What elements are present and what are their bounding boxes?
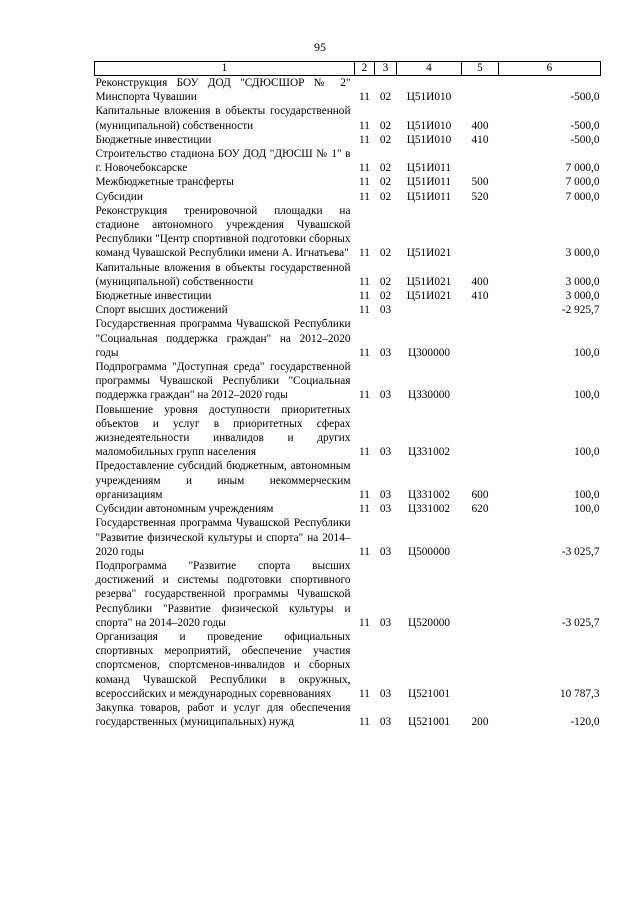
row-name-cell: Предоставление субсидий бюджетным, автономным учреждениям и иным некоммерческим организациям: [95, 460, 351, 501]
table-row: [95, 133, 601, 147]
row-target-article-cell: Ц330000: [407, 389, 451, 402]
table-row: [95, 261, 601, 289]
row-expense-type-cell: [462, 630, 499, 701]
row-expense-type-cell: 410: [471, 290, 489, 303]
table-row: [95, 289, 601, 303]
row-section-cell: 11: [359, 275, 370, 288]
header-col-5: 5: [462, 62, 499, 76]
header-col-6: 6: [499, 62, 601, 76]
row-subsection-cell: 02: [379, 247, 392, 260]
row-amount-cell: 100,0: [574, 446, 600, 459]
row-expense-type-cell: 410: [471, 133, 489, 146]
row-expense-type-cell: [462, 317, 499, 360]
row-amount-cell: 7 000,0: [565, 162, 600, 175]
row-name-cell: Реконструкция БОУ ДОД "СДЮСШОР № 2" Минспорта Чувашии: [95, 77, 351, 104]
row-subsection-cell: 03: [379, 304, 392, 317]
row-subsection-cell: 03: [379, 716, 392, 729]
row-expense-type-cell: 500: [471, 176, 489, 189]
row-expense-type-cell: [462, 204, 499, 261]
row-section-cell: 11: [359, 545, 370, 558]
row-target-article-cell: Ц331002: [407, 488, 451, 501]
row-name-cell: Государственная программа Чувашской Республики "Социальная поддержка граждан" на 2012–2020 годы: [95, 318, 351, 359]
row-section-cell: 11: [359, 190, 370, 203]
row-name-cell: Реконструкция тренировочной площадки на стадионе автономного учреждения Чувашской Республики "Центр спортивной подготовки сборных команд Чувашской Республики имени А. Игнатьева": [95, 204, 351, 260]
row-amount-cell: 3 000,0: [565, 290, 600, 303]
row-subsection-cell: 02: [379, 190, 392, 203]
row-amount-cell: -3 025,7: [561, 616, 600, 629]
row-expense-type-cell: [462, 559, 499, 630]
row-expense-type-cell: 600: [471, 488, 489, 501]
row-target-article-cell: Ц500000: [407, 545, 451, 558]
row-subsection-cell: 03: [379, 346, 392, 359]
row-section-cell: 11: [359, 488, 370, 501]
row-name-cell: Бюджетные инвестиции: [95, 133, 212, 146]
row-target-article-cell: Ц51И021: [406, 290, 452, 303]
row-amount-cell: 7 000,0: [565, 190, 600, 203]
table-row: [95, 459, 601, 502]
row-name-cell: Капитальные вложения в объекты государственной (муниципальной) собственности: [95, 261, 351, 288]
row-expense-type-cell: [462, 516, 499, 559]
page-number: 95: [314, 40, 326, 54]
row-name-cell: Субсидии: [95, 190, 143, 203]
row-section-cell: 11: [359, 91, 370, 104]
row-name-cell: Строительство стадиона БОУ ДОД "ДЮСШ № 1" в г. Новочебоксарске: [95, 148, 351, 175]
row-target-article-cell: Ц331002: [407, 503, 451, 516]
row-subsection-cell: 02: [379, 290, 392, 303]
row-amount-cell: 100,0: [574, 488, 600, 501]
row-amount-cell: 3 000,0: [565, 247, 600, 260]
table-row: [95, 175, 601, 189]
row-expense-type-cell: [462, 360, 499, 403]
row-amount-cell: -500,0: [570, 119, 600, 132]
table-row: [95, 630, 601, 701]
row-section-cell: 11: [359, 133, 370, 146]
row-target-article-cell: Ц51И010: [406, 119, 452, 132]
row-section-cell: 11: [359, 162, 370, 175]
row-name-cell: Организация и проведение официальных спортивных мероприятий, обеспечение участия спортсменов, спортсменов-инвалидов и сборных команд Чувашской Республики в окружных, всероссийских и международных соревнованиях: [95, 630, 351, 700]
table-header: [95, 62, 601, 76]
row-subsection-cell: 02: [379, 119, 392, 132]
table-row: [95, 204, 601, 261]
table-row: [95, 360, 601, 403]
row-subsection-cell: 02: [379, 133, 392, 146]
table-row: [95, 559, 601, 630]
row-target-article-cell: Ц521001: [407, 687, 451, 700]
row-target-article-cell: [397, 303, 462, 317]
row-expense-type-cell: 400: [471, 275, 489, 288]
row-subsection-cell: 03: [379, 503, 392, 516]
row-subsection-cell: 03: [379, 389, 392, 402]
row-target-article-cell: Ц520000: [407, 616, 451, 629]
row-subsection-cell: 02: [379, 91, 392, 104]
row-expense-type-cell: [462, 403, 499, 460]
row-amount-cell: 3 000,0: [565, 275, 600, 288]
row-subsection-cell: 02: [379, 176, 392, 189]
row-section-cell: 11: [359, 389, 370, 402]
header-col-3: 3: [375, 62, 397, 76]
row-target-article-cell: Ц51И021: [406, 247, 452, 260]
row-subsection-cell: 03: [379, 616, 392, 629]
row-name-cell: Межбюджетные трансферты: [95, 176, 234, 189]
row-name-cell: Закупка товаров, работ и услуг для обеспечения государственных (муниципальных) нужд: [95, 701, 351, 729]
row-target-article-cell: Ц521001: [407, 716, 451, 729]
row-subsection-cell: 03: [379, 545, 392, 558]
row-expense-type-cell: 400: [471, 119, 489, 132]
row-expense-type-cell: 520: [471, 190, 489, 203]
table-row: [95, 104, 601, 132]
row-expense-type-cell: 200: [471, 716, 489, 729]
row-name-cell: Капитальные вложения в объекты государственной (муниципальной) собственности: [95, 105, 351, 132]
row-section-cell: 11: [359, 687, 370, 700]
budget-table: [94, 61, 601, 729]
row-name-cell: Спорт высших достижений: [95, 304, 228, 317]
row-target-article-cell: Ц331002: [407, 446, 451, 459]
row-subsection-cell: 02: [379, 275, 392, 288]
row-expense-type-cell: [462, 76, 499, 105]
row-name-cell: Подпрограмма "Развитие спорта высших достижений и системы подготовки спортивного резерва" государственной программы Чувашской Республики "Развитие физической культуры и спорта" на 2014–2020 годы: [95, 559, 351, 629]
row-name-cell: Государственная программа Чувашской Республики "Развитие физической культуры и спорта" на 2014–2020 годы: [95, 517, 351, 558]
row-section-cell: 11: [359, 446, 370, 459]
row-section-cell: 11: [359, 616, 370, 629]
row-section-cell: 11: [359, 716, 370, 729]
row-amount-cell: -120,0: [570, 716, 600, 729]
table-row: [95, 303, 601, 317]
row-subsection-cell: 02: [379, 162, 392, 175]
row-amount-cell: 100,0: [574, 503, 600, 516]
row-target-article-cell: Ц51И010: [406, 91, 452, 104]
row-target-article-cell: Ц51И011: [406, 176, 452, 189]
row-subsection-cell: 03: [379, 687, 392, 700]
row-name-cell: Бюджетные инвестиции: [95, 290, 212, 303]
row-subsection-cell: 03: [379, 488, 392, 501]
row-section-cell: 11: [359, 304, 370, 317]
row-name-cell: Повышение уровня доступности приоритетных объектов и услуг в приоритетных сферах жизнедеятельности инвалидов и других маломобильных групп населения: [95, 403, 351, 459]
table-body: [95, 76, 601, 730]
row-section-cell: 11: [359, 290, 370, 303]
row-target-article-cell: Ц51И021: [406, 275, 452, 288]
row-expense-type-cell: [462, 147, 499, 175]
table-row: [95, 147, 601, 175]
table-row: [95, 76, 601, 105]
row-target-article-cell: Ц51И010: [406, 133, 452, 146]
row-section-cell: 11: [359, 119, 370, 132]
row-amount-cell: 100,0: [574, 389, 600, 402]
table-row: [95, 317, 601, 360]
row-amount-cell: 100,0: [574, 346, 600, 359]
row-amount-cell: 10 787,3: [559, 687, 600, 700]
row-amount-cell: -3 025,7: [561, 545, 600, 558]
row-section-cell: 11: [359, 503, 370, 516]
row-amount-cell: -500,0: [570, 133, 600, 146]
row-section-cell: 11: [359, 247, 370, 260]
row-target-article-cell: Ц300000: [407, 346, 451, 359]
table-row: [95, 190, 601, 204]
header-col-2: 2: [355, 62, 375, 76]
row-section-cell: 11: [359, 176, 370, 189]
row-target-article-cell: Ц51И011: [406, 190, 452, 203]
table-row: [95, 701, 601, 729]
row-expense-type-cell: 620: [471, 503, 489, 516]
header-col-1: 1: [95, 62, 355, 76]
row-name-cell: Субсидии автономным учреждениям: [95, 503, 274, 516]
table-row: [95, 403, 601, 460]
row-subsection-cell: 03: [379, 446, 392, 459]
table-row: [95, 502, 601, 516]
row-target-article-cell: Ц51И011: [406, 162, 452, 175]
row-section-cell: 11: [359, 346, 370, 359]
row-amount-cell: -2 925,7: [561, 304, 600, 317]
row-expense-type-cell: [462, 303, 499, 317]
table-row: [95, 516, 601, 559]
row-amount-cell: 7 000,0: [565, 176, 600, 189]
row-name-cell: Подпрограмма "Доступная среда" государственной программы Чувашской Республики "Социальная поддержка граждан" на 2012–2020 годы: [95, 361, 351, 402]
row-amount-cell: -500,0: [570, 91, 600, 104]
header-col-4: 4: [397, 62, 462, 76]
